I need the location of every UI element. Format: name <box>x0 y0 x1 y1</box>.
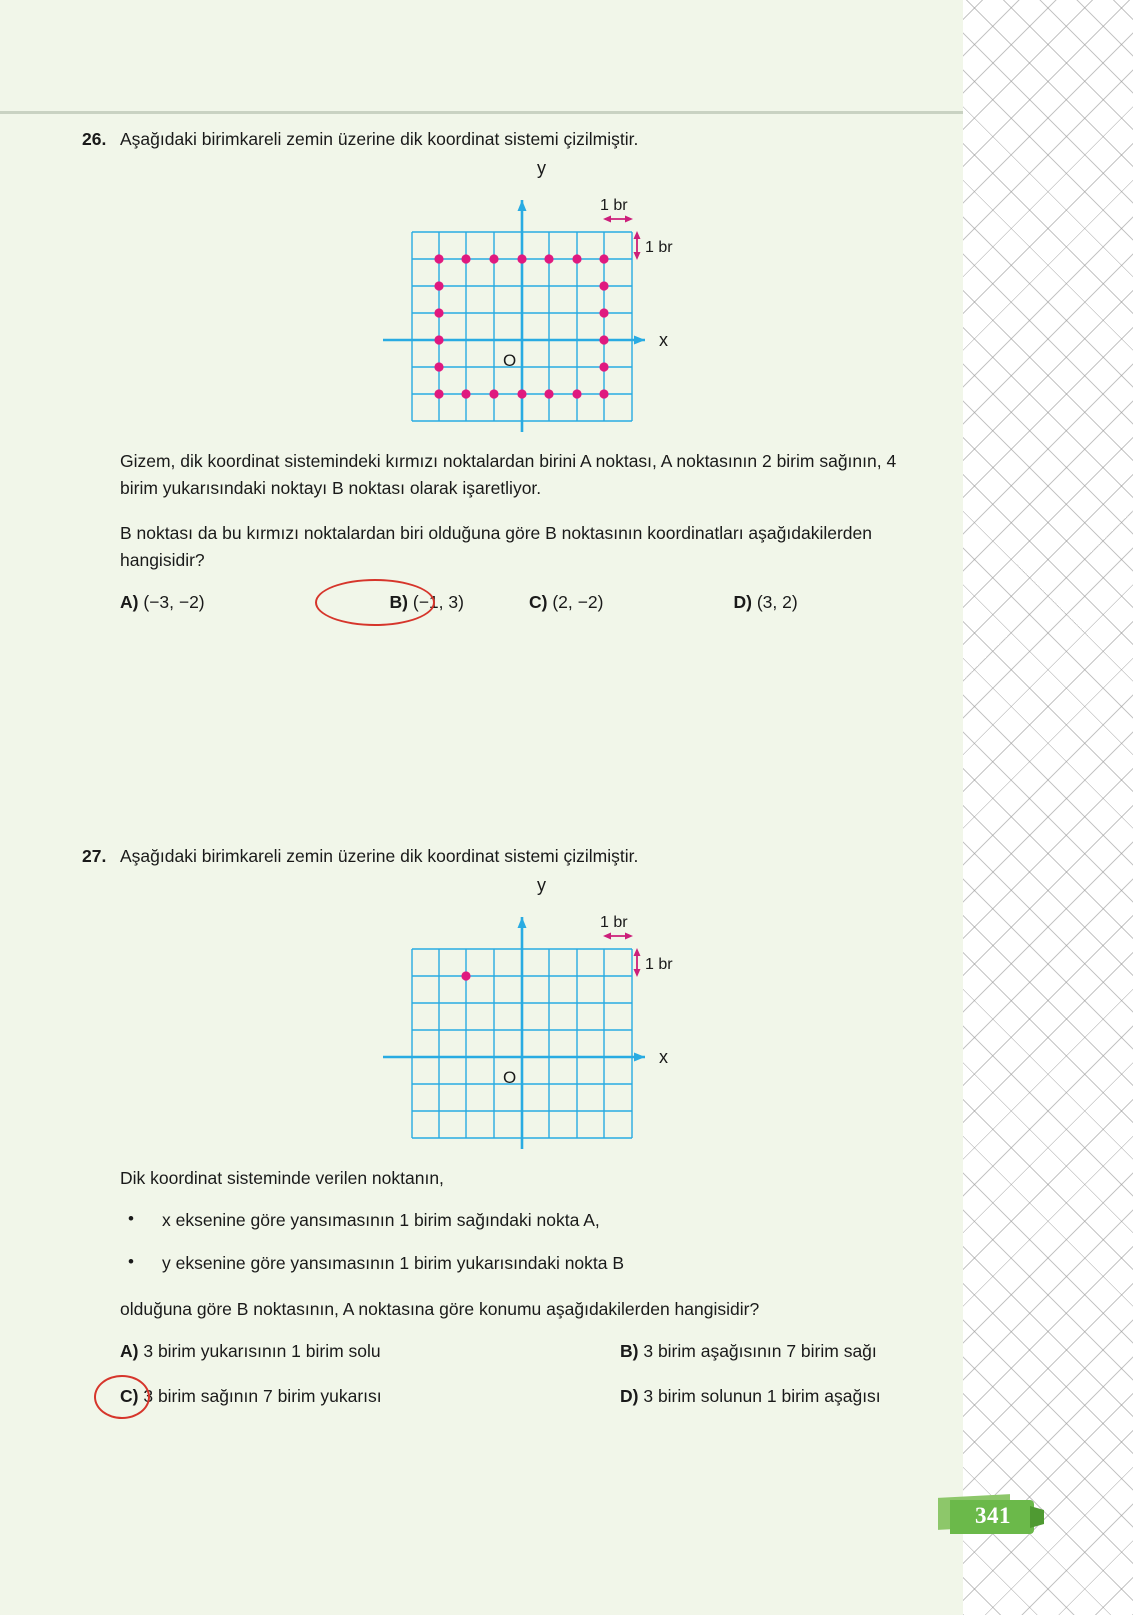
decorative-crosshatch-strip <box>963 0 1133 1615</box>
option-27-b-tag: B) <box>620 1340 639 1361</box>
y-axis-arrow-26 <box>518 200 527 211</box>
coordinate-plane-26 <box>0 152 963 432</box>
option-26-c[interactable] <box>529 592 734 613</box>
question-27-lead-in-wrap <box>0 1165 963 1192</box>
option-26-c-tag: C) <box>529 592 548 613</box>
coordinate-plane-27 <box>0 869 963 1149</box>
option-27-b-value: 3 birim aşağısının 7 birim sağı <box>643 1340 877 1361</box>
option-26-d-value: (3, 2) <box>756 592 798 613</box>
question-27-figure <box>0 869 963 1149</box>
axes-27 <box>383 917 645 1149</box>
unit-label-vertical-26: 1 br <box>645 238 673 256</box>
option-27-d-value: 3 birim solunun 1 birim aşağısı <box>643 1385 881 1406</box>
question-26-paragraph-1: Gizem, dik koordinat sistemindeki kırmızı noktalardan birini A noktası, A noktasının 2 birim sağının, 4 birim yukarısındaki noktayı B noktası olarak işaretliyor. <box>120 450 897 498</box>
option-27-c-value: 3 birim sağının 7 birim yukarısı <box>143 1385 382 1406</box>
x-axis-label-26: x <box>659 329 668 350</box>
question-27-closing-wrap <box>0 1296 963 1323</box>
question-26-figure <box>0 152 963 432</box>
option-26-c-value: (2, −2) <box>552 592 604 613</box>
question-26-stem: Aşağıdaki birimkareli zemin üzerine dik koordinat sistemi çizilmiştir. <box>120 129 639 149</box>
question-27-number: 27. <box>82 846 107 866</box>
option-27-b[interactable] <box>620 1341 877 1362</box>
question-27-bullet-list <box>0 1210 963 1274</box>
list-item: • x eksenine göre yansımasının 1 birim sağındaki nokta A, <box>120 1210 938 1231</box>
header-divider <box>0 111 963 114</box>
origin-label-26: O <box>503 350 517 370</box>
option-27-c-tag: C) <box>120 1385 139 1406</box>
question-27-stem: Aşağıdaki birimkareli zemin üzerine dik koordinat sistemi çizilmiştir. <box>120 846 639 866</box>
option-26-b[interactable] <box>325 592 530 613</box>
unit-label-horizontal-27: 1 br <box>600 913 628 931</box>
question-27-options-row-1 <box>120 1341 938 1362</box>
option-27-a-tag: A) <box>120 1340 139 1361</box>
unit-label-vertical-27: 1 br <box>645 955 673 973</box>
y-axis-arrow-27 <box>518 917 527 928</box>
option-26-d[interactable] <box>734 592 939 613</box>
option-26-a[interactable] <box>120 592 325 613</box>
x-axis-label-27: x <box>659 1046 668 1067</box>
question-26-heading <box>0 128 963 152</box>
unit-label-horizontal-26: 1 br <box>600 196 628 214</box>
question-27-lead-in: Dik koordinat sisteminde verilen noktanın, <box>120 1167 444 1188</box>
option-27-a[interactable] <box>120 1341 620 1362</box>
y-axis-label-27: y <box>537 874 546 895</box>
question-26-options <box>0 592 963 613</box>
option-26-b-tag: B) <box>389 592 408 613</box>
option-26-b-value: (−1, 3) <box>412 592 464 613</box>
option-27-d-tag: D) <box>620 1385 639 1406</box>
question-27-options-row-2 <box>120 1386 938 1407</box>
origin-label-27: O <box>503 1067 517 1087</box>
option-26-a-value: (−3, −2) <box>143 592 205 613</box>
option-27-a-value: 3 birim yukarısının 1 birim solu <box>143 1340 381 1361</box>
x-axis-arrow-26 <box>634 335 645 344</box>
list-item: • y eksenine göre yansımasının 1 birim yukarısındaki nokta B <box>120 1253 938 1274</box>
question-27-options <box>0 1341 963 1407</box>
question-26-paragraph-2: B noktası da bu kırmızı noktalardan biri olduğuna göre B noktasının koordinatları aşağıdakilerden hangisidir? <box>120 522 872 570</box>
question-26-number: 26. <box>82 129 107 149</box>
option-26-a-tag: A) <box>120 592 139 613</box>
question-27 <box>0 845 963 1431</box>
question-27-closing: olduğuna göre B noktasının, A noktasına göre konumu aşağıdakilerden hangisidir? <box>120 1298 760 1319</box>
option-27-c[interactable] <box>120 1386 620 1407</box>
question-26 <box>0 128 963 613</box>
lattice-dots-27 <box>461 971 470 980</box>
question-27-heading <box>0 845 963 869</box>
option-26-d-tag: D) <box>733 592 752 613</box>
y-axis-label-26: y <box>537 157 546 178</box>
option-27-d[interactable] <box>620 1386 881 1407</box>
page-number: 341 <box>975 1503 1011 1528</box>
x-axis-arrow-27 <box>634 1052 645 1061</box>
page-number-ribbon <box>938 1492 1026 1536</box>
question-26-prose <box>0 448 963 575</box>
